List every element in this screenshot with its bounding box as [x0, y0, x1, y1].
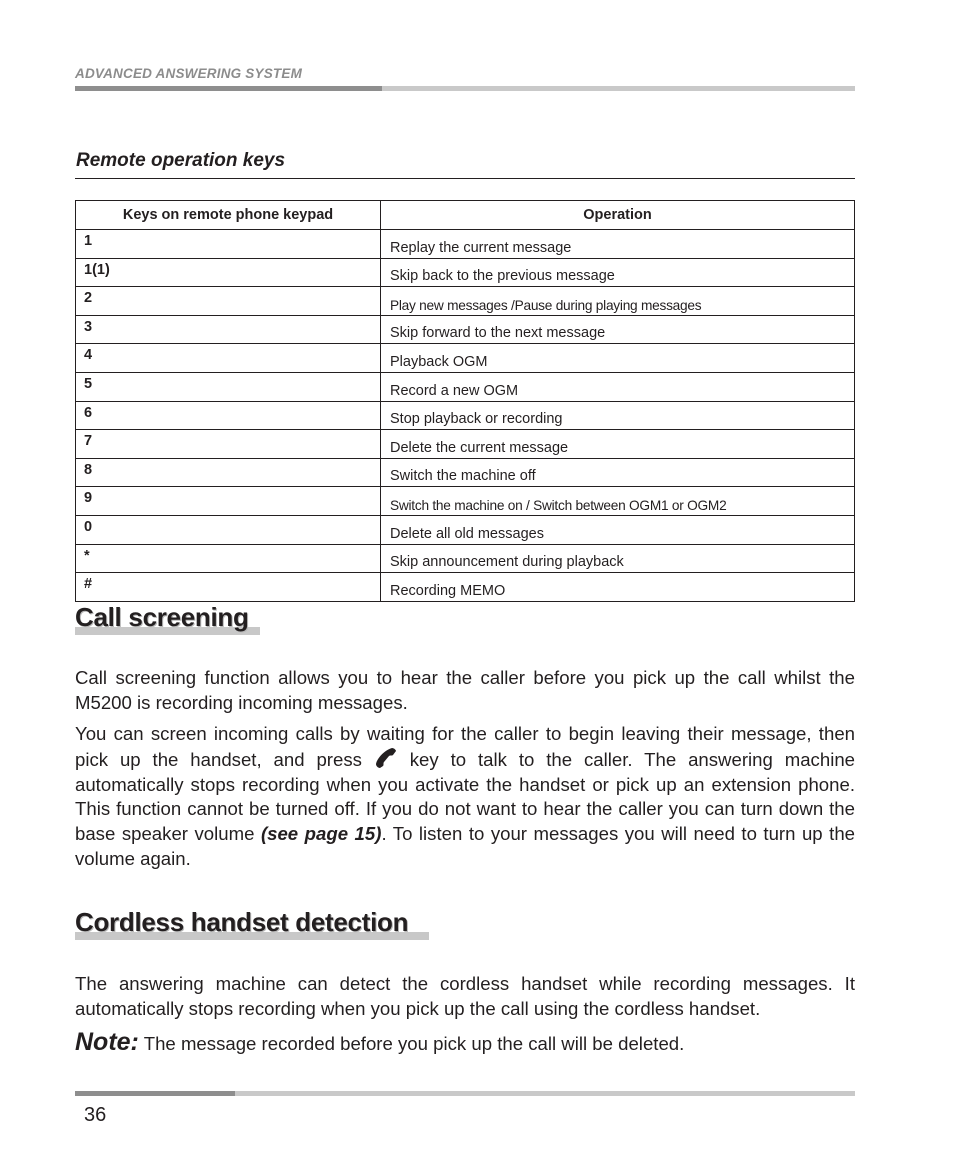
operation-cell: Skip back to the previous message	[381, 258, 855, 287]
table-row	[76, 230, 855, 259]
operation-cell: Recording MEMO	[381, 573, 855, 602]
paragraph-text: You can screen incoming calls by waiting for the caller to begin leaving their message, then pick up the handset, and press	[75, 723, 855, 770]
table-row	[76, 401, 855, 430]
key-cell: 1(1)	[76, 258, 381, 287]
key-cell: 1	[76, 230, 381, 259]
operation-cell: Switch the machine on / Switch between OGM1 or OGM2	[381, 487, 855, 516]
key-cell: 9	[76, 487, 381, 516]
call-screening-heading: Call screening	[75, 602, 249, 632]
page-reference: (see page 15)	[260, 823, 382, 845]
operation-cell: Skip forward to the next message	[381, 315, 855, 344]
table-row	[76, 430, 855, 459]
call-screening-paragraph: Call screening function allows you to hear the caller before you pick up the call whilst the M5200 is recording incoming messages.	[75, 667, 855, 713]
operation-cell: Record a new OGM	[381, 372, 855, 401]
table-row	[76, 372, 855, 401]
call-screening-paragraph-2	[75, 722, 855, 872]
footer-rule	[75, 1091, 855, 1096]
table-row	[76, 344, 855, 373]
cordless-detection-paragraph: The answering machine can detect the cordless handset while recording messages. It automatically stops recording when you pick up the call using the cordless handset.	[75, 973, 855, 1019]
key-cell: 6	[76, 401, 381, 430]
operation-cell: Playback OGM	[381, 344, 855, 373]
page-number: 36	[84, 1104, 107, 1126]
operation-cell: Play new messages /Pause during playing messages	[381, 287, 855, 316]
key-cell: #	[76, 573, 381, 602]
key-cell: 3	[76, 315, 381, 344]
table-row	[76, 315, 855, 344]
key-cell: 4	[76, 344, 381, 373]
note-text: The message recorded before you pick up the call will be deleted.	[143, 1033, 685, 1054]
operation-cell: Stop playback or recording	[381, 401, 855, 430]
running-header: ADVANCED ANSWERING SYSTEM	[75, 66, 303, 81]
paragraph-text: key to talk to the caller. The answering machine automatically stops recording when you activate the handset or pick up an extension phone. This function cannot be turned off. If you do not want to hear the caller you can turn down the base speaker volume	[75, 748, 856, 845]
section-divider	[75, 178, 855, 179]
key-cell: 5	[76, 372, 381, 401]
note-label: Note:	[75, 1028, 139, 1056]
operation-cell: Replay the current message	[381, 230, 855, 259]
column-header-operation: Operation	[381, 201, 855, 230]
key-cell: 7	[76, 430, 381, 459]
table-row	[76, 458, 855, 487]
table-row	[76, 287, 855, 316]
column-header-keys: Keys on remote phone keypad	[76, 201, 381, 230]
table-row	[76, 515, 855, 544]
key-cell: *	[76, 544, 381, 573]
operation-cell: Switch the machine off	[381, 458, 855, 487]
table-row	[76, 544, 855, 573]
key-cell: 2	[76, 287, 381, 316]
table-header-row	[76, 201, 855, 230]
table-row	[76, 487, 855, 516]
header-rule	[75, 86, 855, 91]
paragraph-text: . To listen to your messages you will need to turn up the volume again.	[75, 823, 855, 869]
note-line	[75, 1028, 684, 1057]
table-row	[76, 258, 855, 287]
operation-cell: Skip announcement during playback	[381, 544, 855, 573]
key-cell: 8	[76, 458, 381, 487]
cordless-detection-heading: Cordless handset detection	[75, 907, 409, 937]
section-title-remote-keys: Remote operation keys	[76, 150, 286, 171]
operation-cell: Delete the current message	[381, 430, 855, 459]
key-cell: 0	[76, 515, 381, 544]
remote-keys-table	[75, 200, 855, 602]
phone-handset-icon	[374, 747, 398, 769]
table-row	[76, 573, 855, 602]
operation-cell: Delete all old messages	[381, 515, 855, 544]
